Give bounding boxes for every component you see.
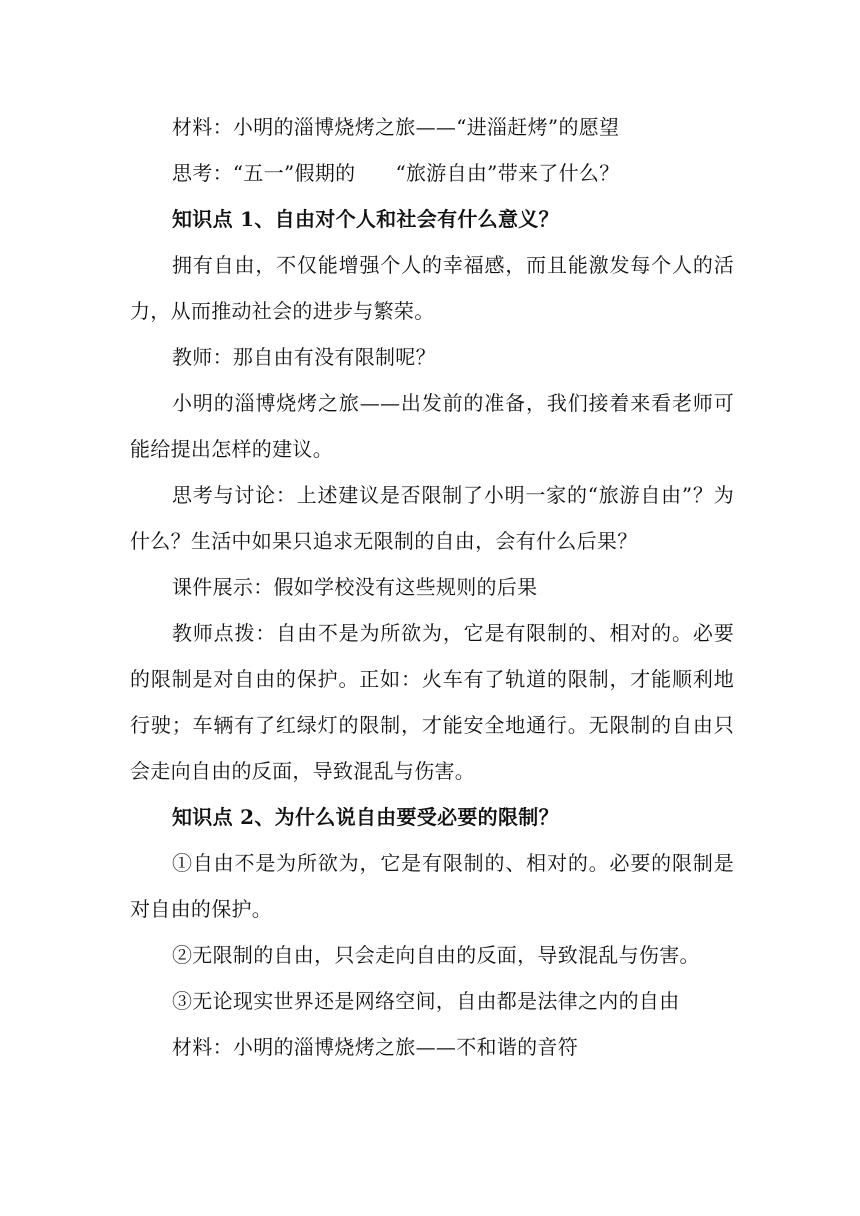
heading-text: 知识点 2、为什么说自由要受必要的限制？ [172, 805, 559, 829]
paragraph-text: 材料：小明的淄博烧烤之旅——“进淄赶烤”的愿望 [172, 115, 620, 139]
preparation-paragraph [130, 380, 734, 472]
paragraph-text: ③无论现实世界还是网络空间，自由都是法律之内的自由 [172, 989, 680, 1013]
knowledge-point-2-heading [130, 794, 734, 840]
teacher-guidance-paragraph [130, 610, 734, 794]
freedom-meaning-paragraph [130, 242, 734, 334]
material-paragraph [130, 104, 734, 150]
paragraph-text: 小明的淄博烧烤之旅——出发前的准备，我们接着来看老师可能给提出怎样的建议。 [130, 391, 734, 461]
point-3-paragraph [130, 978, 734, 1024]
point-1-paragraph [130, 840, 734, 932]
paragraph-text: 思考与讨论：上述建议是否限制了小明一家的“旅游自由”？为什么？生活中如果只追求无限制的自由，会有什么后果？ [130, 483, 734, 553]
teacher-question-paragraph [130, 334, 734, 380]
courseware-paragraph [130, 564, 734, 610]
paragraph-text: 教师：那自由有没有限制呢？ [172, 345, 436, 369]
paragraph-text: ①自由不是为所欲为，它是有限制的、相对的。必要的限制是对自由的保护。 [130, 851, 734, 921]
knowledge-point-1-heading [130, 196, 734, 242]
paragraph-text: ②无限制的自由，只会走向自由的反面，导致混乱与伤害。 [172, 943, 700, 967]
paragraph-text: 课件展示：假如学校没有这些规则的后果 [172, 575, 538, 599]
paragraph-text: 教师点拨：自由不是为所欲为，它是有限制的、相对的。必要的限制是对自由的保护。正如：火车有了轨道的限制，才能顺利地行驶；车辆有了红绿灯的限制，才能安全地通行。无限制的自由只会走向自由的反面，导致混乱与伤害。 [130, 621, 734, 783]
paragraph-text: 材料：小明的淄博烧烤之旅——不和谐的音符 [172, 1035, 578, 1059]
heading-text: 知识点 1、自由对个人和社会有什么意义？ [172, 207, 559, 231]
discussion-paragraph [130, 472, 734, 564]
point-2-paragraph [130, 932, 734, 978]
thinking-question-paragraph [130, 150, 734, 196]
paragraph-text: 拥有自由，不仅能增强个人的幸福感，而且能激发每个人的活力，从而推动社会的进步与繁荣。 [130, 253, 734, 323]
paragraph-text: “旅游自由”带来了什么？ [395, 161, 620, 185]
final-material-paragraph [130, 1024, 734, 1070]
paragraph-text: 思考：“五一”假期的 [172, 161, 356, 185]
